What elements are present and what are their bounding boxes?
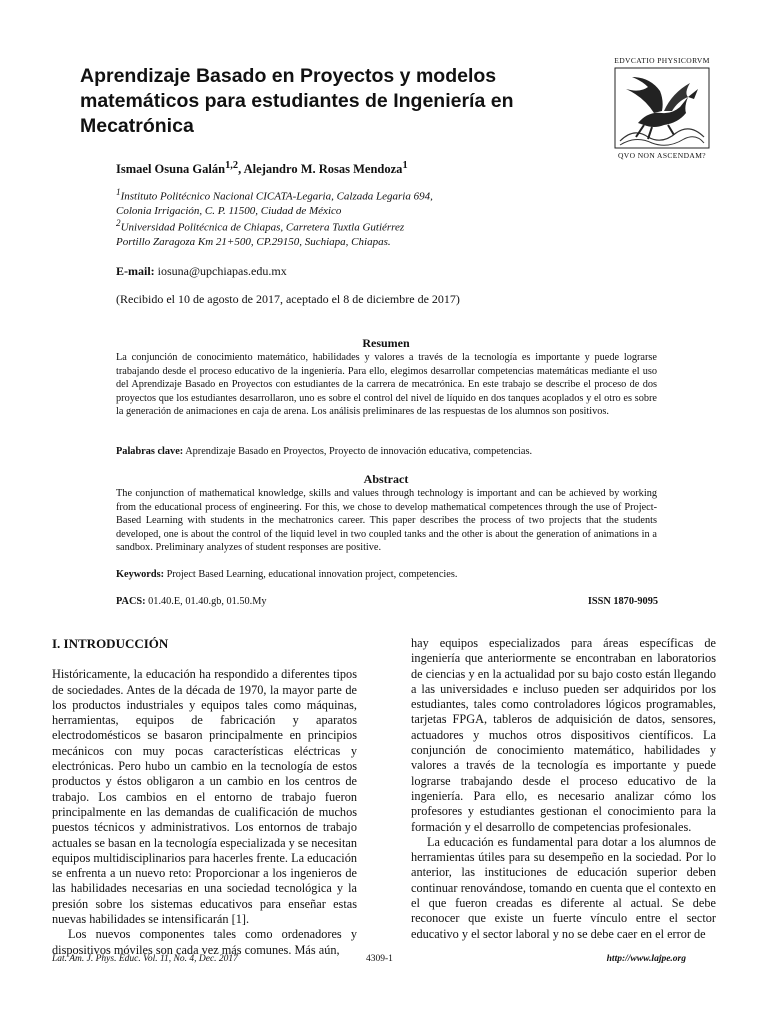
journal-url: http://www.lajpe.org: [606, 954, 686, 964]
abstract-heading: Abstract: [363, 472, 409, 486]
author-separator: ,: [238, 162, 244, 177]
author-list: [116, 160, 408, 177]
issn: ISSN 1870-9095: [587, 596, 658, 607]
pacs-value: 01.40.E, 01.40.gb, 01.50.My: [148, 596, 267, 607]
affiliation-mark: 2: [116, 218, 121, 228]
paragraph: hay equipos especializados para áreas específicas de ingeniería que anteriormente se encontraban en laboratorios de ciencias y en la actualidad por su bajo costo están llegando a las universidades e incluso pueden ser adquiridos por los estudiantes, tales como controladores lógicos programables, tarjetas FPGA, tableros de adquisición de datos, sensores, actuadores y muchos otros dispositivos científicos. La conjunción de conocimiento matemático, habilidades y valores a través de la tecnología es importante y puede lograrse trabajando desde el proceso educativo de la ingeniería. Para ello, es necesario analizar cómo los profesores y estudiantes gestionan el conocimiento para la formación y el desarrollo de competencias profesionales.: [411, 636, 716, 834]
keywords-label: Keywords:: [116, 569, 165, 580]
paper-title: Aprendizaje Basado en Proyectos y modelos matemáticos para estudiantes de Ingeniería en Mecatrónica: [80, 65, 514, 137]
resumen-text: La conjunción de conocimiento matemático, habilidades y valores a través de la tecnología es importante y puede lograrse trabajando desde el proceso educativo de la ingeniería. Para ello, elegimos desarrollar competencias matemáticas mediante el uso del Aprendizaje Basado en Proyectos con estudiantes de la carrera de mecatrónica. En este trabajo se describe el proceso de dos proyectos que los estudiantes desarrollaron, uno es sobre el control del nivel de líquido en dos tanques acoplados y el otro es sobre la generación de animaciones en caja de arena. Los análisis preliminares de las respuestas de los alumnos son positivos.: [116, 352, 657, 418]
paragraph: La educación es fundamental para dotar a los alumnos de herramientas útiles para su desempeño en la sociedad. Por lo anterior, las instituciones de educación superior deben continuar renovándose, tomando en cuenta que el contexto en el que fueron creadas es diferente al actual. Se debe reconocer que existe un fuerte vínculo entre el sector educativo y el sector laboral y no se debe caer en el error de: [411, 834, 716, 941]
affiliation-line: Universidad Politécnica de Chiapas, Carretera Tuxtla Gutiérrez: [120, 221, 405, 234]
paragraph: Históricamente, la educación ha respondido a diferentes tipos de sociedades. Antes de la década de 1970, la mayor parte de los productos industriales y equipos tales como máquinas, herramientas, equipos de fabricación y aparatos electrodomésticos se basaron principalmente en principios mecánicos con muy pocas características eléctricas y electrónicas. Pero hubo un cambio en la tecnología de estos productos y éstos obligaron a un cambio en los centros de trabajo. Los cambios en el entorno de trabajo fueron principalmente en las demandas de cualificación de muchos puestos técnicos y administrativos. Los entornos de trabajo actuales se basan en la tecnología especializada y se necesitan equipos multidisciplinarios para hacerles frente. La educación se enfrenta a un nuevo reto: Proporcionar a los ingenieros de las habilidades necesarias en una sociedad tecnológica y la presión sobre los sistemas educativos para enseñar estas nuevas habilidades se intensificarán [1].: [52, 667, 357, 927]
affiliation-2: [116, 216, 536, 250]
pegasus-logo-icon: [614, 67, 710, 149]
pacs-label: PACS:: [116, 596, 146, 607]
abstract-text: The conjunction of mathematical knowledge, skills and values through technology is important and can be achieved by working from the educational process of engineering. For this, we chose to develop mathematical competences through the use of Project-Based Learning with students in the mechatronics career. This paper describes the process of two projects that the students developed, one is about the control of the liquid level in two coupled tanks and the other is about the generation of animations in a sandbox. Preliminary analyzes of student responses are positive.: [116, 488, 657, 554]
pacs-line: [116, 596, 657, 607]
affiliation-1: [116, 185, 536, 219]
email-address: iosuna@upchiapas.edu.mx: [157, 264, 287, 278]
affiliation-line: Portillo Zaragoza Km 21+500, CP.29150, Suchiapa, Chiapas.: [116, 236, 391, 249]
section-heading: I. INTRODUCCIÓN: [52, 636, 169, 651]
affiliation-line: Colonia Irrigación, C. P. 11500, Ciudad de México: [116, 205, 342, 218]
email-line: [116, 264, 287, 279]
author-affiliation-mark: 1: [402, 160, 408, 171]
resumen-heading: Resumen: [362, 336, 410, 350]
keywords: [116, 569, 657, 580]
palabras-clave-label: Palabras clave:: [116, 446, 184, 457]
paragraph: Los nuevos componentes tales como ordenadores y dispositivos móviles son cada vez más comunes. Más aún,: [52, 927, 357, 957]
author-name: Ismael Osuna Galán: [116, 162, 226, 177]
palabras-clave-value: Aprendizaje Basado en Proyectos, Proyecto de innovación educativa, competencias.: [185, 446, 533, 457]
affiliation-mark: 1: [116, 187, 121, 197]
email-label: E-mail:: [116, 264, 155, 278]
left-column: [52, 636, 357, 958]
page-number: 4309-1: [366, 954, 393, 964]
journal-seal: [610, 56, 714, 160]
journal-citation: Lat. Am. J. Phys. Educ. Vol. 11, No. 4, Dec. 2017: [52, 954, 238, 964]
seal-bottom-text: QVO NON ASCENDAM?: [617, 151, 707, 160]
author-affiliation-mark: 1,2: [225, 160, 239, 171]
palabras-clave: [116, 446, 657, 457]
keywords-value: Project Based Learning, educational innovation project, competencies.: [166, 569, 458, 580]
author-name: Alejandro M. Rosas Mendoza: [243, 162, 403, 177]
seal-top-text: EDVCATIO PHYSICORVM: [614, 56, 710, 65]
affiliation-line: Instituto Politécnico Nacional CICATA-Legaria, Calzada Legaria 694,: [120, 190, 433, 203]
right-column: [411, 636, 716, 942]
received-date: (Recibido el 10 de agosto de 2017, aceptado el 8 de diciembre de 2017): [116, 292, 460, 306]
